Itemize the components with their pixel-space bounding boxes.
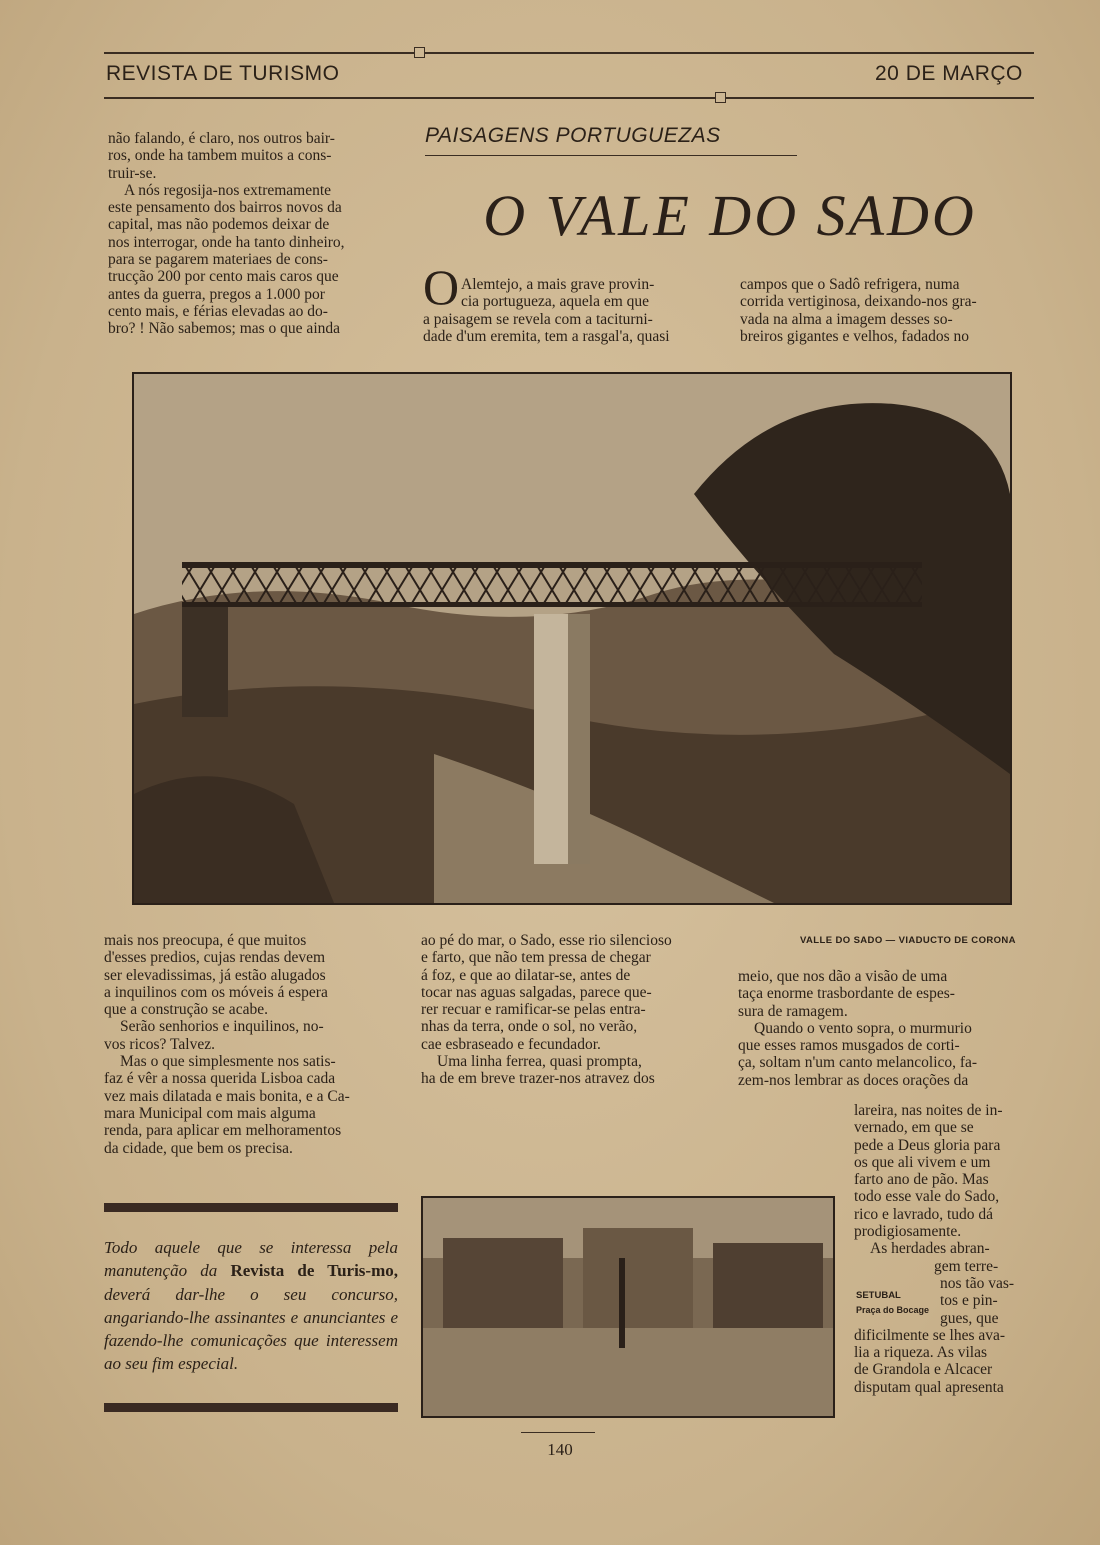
column-3-bottom bbox=[738, 968, 1034, 1089]
text-line: pede a Deus gloria para bbox=[854, 1136, 1001, 1154]
small-photo-caption-subject: Praça do Bocage bbox=[856, 1305, 930, 1315]
text-line: sura de ramagem. bbox=[738, 1002, 848, 1020]
text-line: nos interrogar, onde ha tanto dinheiro, bbox=[108, 233, 345, 251]
promo-text-part: deverá dar-lhe o seu concurso, angariando-lhe assinantes e anunciantes e fazendo-lhe comunicações que interessem ao seu fim especial. bbox=[104, 1284, 398, 1374]
text-line: capital, mas não podemos deixar de bbox=[108, 216, 330, 234]
text-line: ser elevadissimas, já estão alugados bbox=[104, 966, 326, 984]
text-line: As herdades abran- bbox=[870, 1240, 990, 1258]
footer-rule bbox=[521, 1432, 595, 1433]
text-line: ros, onde ha tambem muitos a cons- bbox=[108, 147, 332, 165]
text-line: da cidade, que bem os precisa. bbox=[104, 1139, 293, 1157]
text-line: taça enorme trasbordante de espes- bbox=[738, 985, 955, 1003]
text-line: ça, soltam n'um canto melancolico, fa- bbox=[738, 1054, 978, 1072]
text-line: tocar nas aguas salgadas, parece que- bbox=[421, 983, 652, 1001]
text-line: gem terre- bbox=[934, 1257, 999, 1275]
text-line: vada na alma a imagem desses so- bbox=[740, 310, 953, 328]
text-line: renda, para aplicar em melhoramentos bbox=[104, 1122, 342, 1140]
text-line: Uma linha ferrea, quasi prompta, bbox=[437, 1053, 642, 1071]
text-line: que a construção se acabe. bbox=[104, 1001, 268, 1019]
text-line: ha de em breve trazer-nos atravez dos bbox=[421, 1070, 655, 1088]
header-top-rule bbox=[104, 52, 1034, 54]
header-bottom-rule bbox=[104, 97, 1034, 99]
text-line: d'esses predios, cujas rendas devem bbox=[104, 949, 326, 967]
article-headline: O VALE DO SADO bbox=[483, 183, 977, 248]
column-1-top bbox=[108, 130, 401, 338]
setubal-illustration bbox=[423, 1198, 833, 1416]
main-photo-caption: VALLE DO SADO — VIADUCTO DE CORONA bbox=[800, 935, 1016, 946]
text-line: lareira, nas noites de in- bbox=[854, 1102, 1003, 1119]
column-2-bottom bbox=[421, 932, 716, 1088]
text-line: breiros gigantes e velhos, fadados no bbox=[740, 327, 969, 345]
magazine-title: REVISTA DE TURISMO bbox=[106, 62, 340, 85]
text-line: rer recuar e ramificar-se pelas entra- bbox=[421, 1001, 646, 1019]
text-line: A nós regosija-nos extremamente bbox=[124, 181, 332, 199]
text-line: á foz, e que ao dilatar-se, antes de bbox=[421, 966, 631, 984]
text-line: gues, que bbox=[940, 1309, 999, 1327]
text-line: cae esbraseado e fecundador. bbox=[421, 1035, 601, 1053]
column-3-top bbox=[740, 276, 1034, 345]
header-ornament bbox=[414, 47, 425, 58]
text-line: ao pé do mar, o Sado, esse rio silencioso bbox=[421, 932, 672, 949]
viaduct-photo bbox=[132, 372, 1012, 905]
setubal-photo bbox=[421, 1196, 835, 1418]
text-line: vos ricos? Talvez. bbox=[104, 1035, 215, 1053]
text-line: dificilmente se lhes ava- bbox=[854, 1326, 1006, 1344]
text-line: truir-se. bbox=[108, 164, 157, 182]
text-line: de Grandola e Alcacer bbox=[854, 1361, 993, 1379]
text-line: Quando o vento sopra, o murmurio bbox=[754, 1019, 972, 1037]
text-line: mara Municipal com mais alguma bbox=[104, 1104, 316, 1122]
text-line: a inquilinos com os móveis á espera bbox=[104, 983, 328, 1001]
column-3-narrow bbox=[854, 1102, 1034, 1396]
text-line: disputam qual apresenta bbox=[854, 1378, 1004, 1396]
text-line: cento mais, e férias elevadas ao do- bbox=[108, 302, 328, 320]
small-photo-caption-place: SETUBAL bbox=[856, 1290, 901, 1301]
promo-bottom-bar bbox=[104, 1403, 398, 1412]
text-line: Mas o que simplesmente nos satis- bbox=[120, 1053, 336, 1071]
text-line: dade d'um eremita, tem a rasgal'a, quasi bbox=[423, 327, 670, 345]
text-line: para se pagarem materiaes de cons- bbox=[108, 251, 328, 269]
text-line: prodigiosamente. bbox=[854, 1223, 962, 1241]
text-line: nhas da terra, onde o sol, no verão, bbox=[421, 1018, 638, 1036]
promo-magazine-name: Revista de Turis-mo, bbox=[230, 1261, 398, 1281]
text-line: este pensamento dos bairros novos da bbox=[108, 199, 342, 217]
text-line: não falando, é claro, nos outros bair- bbox=[108, 130, 335, 147]
text-line: faz é vêr a nossa querida Lisboa cada bbox=[104, 1070, 336, 1088]
viaduct-illustration bbox=[134, 374, 1010, 903]
text-line: Serão senhorios e inquilinos, no- bbox=[120, 1018, 324, 1036]
text-line: os que ali vivem e um bbox=[854, 1153, 991, 1171]
section-underline bbox=[425, 155, 797, 156]
text-line: nos tão vas- bbox=[940, 1274, 1015, 1292]
issue-date: 20 DE MARÇO bbox=[875, 62, 1023, 85]
text-line: vez mais dilatada e mais bonita, e a Ca- bbox=[104, 1087, 350, 1105]
text-line: meio, que nos dão a visão de uma bbox=[738, 968, 948, 985]
text-line: todo esse vale do Sado, bbox=[854, 1188, 1000, 1206]
text-line: lia a riqueza. As vilas bbox=[854, 1344, 987, 1362]
text-line: mais nos preocupa, é que muitos bbox=[104, 932, 307, 949]
header-ornament bbox=[715, 92, 726, 103]
text-line: rico e lavrado, tudo dá bbox=[854, 1205, 994, 1223]
text-line: Alemtejo, a mais grave provin- bbox=[461, 276, 655, 293]
promo-top-bar bbox=[104, 1203, 398, 1212]
text-line: farto ano de pão. Mas bbox=[854, 1171, 989, 1189]
text-line: vernado, em que se bbox=[854, 1119, 974, 1137]
text-line: zem-nos lembrar as doces orações da bbox=[738, 1071, 969, 1089]
section-title: PAISAGENS PORTUGUEZAS bbox=[425, 124, 721, 147]
text-line: antes da guerra, pregos a 1.000 por bbox=[108, 285, 325, 303]
text-line: cia portugueza, aquela em que bbox=[461, 293, 650, 311]
page-number: 140 bbox=[547, 1440, 573, 1459]
text-line: tos e pin- bbox=[940, 1292, 998, 1310]
text-line: bro? ! Não sabemos; mas o que ainda bbox=[108, 320, 341, 338]
promo-text-part: Todo aquele que se interessa pela manutenção da bbox=[104, 1238, 398, 1281]
drop-cap: O bbox=[423, 259, 460, 315]
text-line: e farto, que não tem pressa de chegar bbox=[421, 949, 651, 967]
text-line: que esses ramos musgados de corti- bbox=[738, 1037, 960, 1055]
text-line: corrida vertiginosa, deixando-nos gra- bbox=[740, 293, 977, 311]
text-line: campos que o Sadô refrigera, numa bbox=[740, 276, 960, 293]
column-1-bottom bbox=[104, 932, 398, 1157]
text-line: trucção 200 por cento mais caros que bbox=[108, 268, 339, 286]
text-line: a paisagem se revela com a taciturni- bbox=[423, 310, 653, 328]
promo-text bbox=[104, 1236, 398, 1376]
column-2-top bbox=[423, 276, 716, 345]
